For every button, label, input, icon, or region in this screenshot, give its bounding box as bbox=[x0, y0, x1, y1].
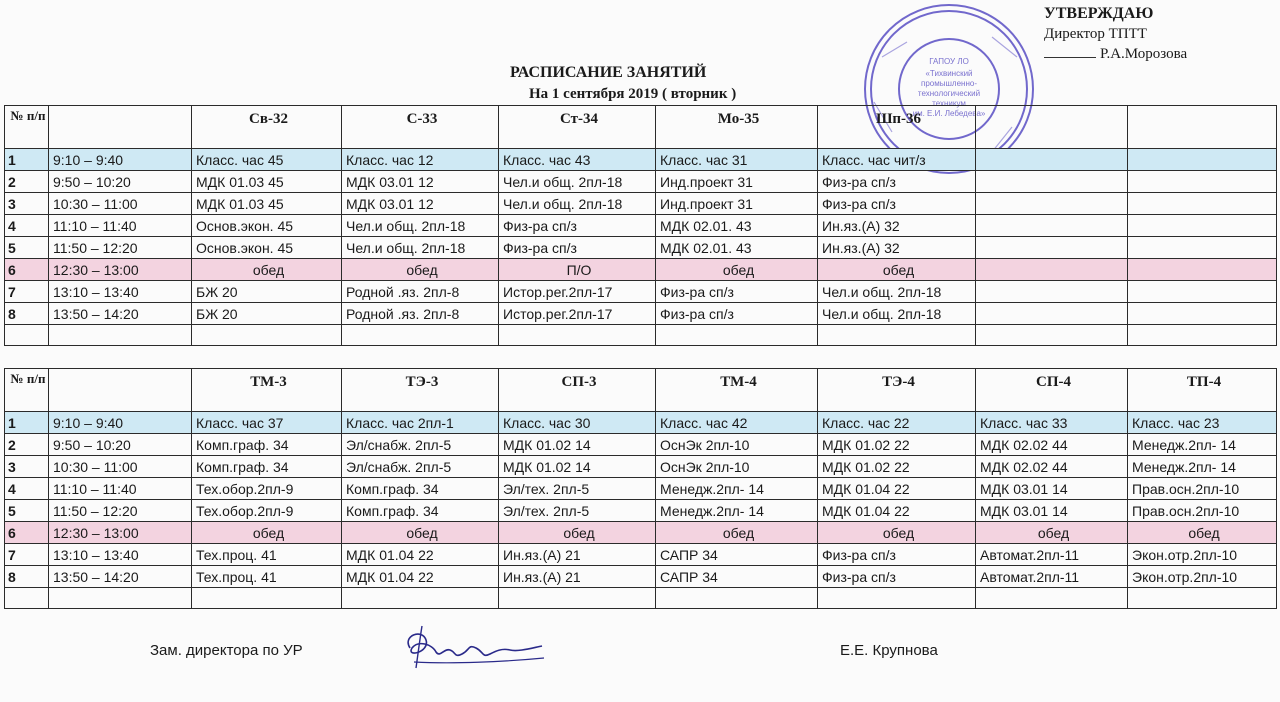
lesson-cell: ОснЭк 2пл-10 bbox=[656, 456, 818, 478]
lesson-cell: МДК 02.01. 43 bbox=[656, 215, 818, 237]
lesson-cell bbox=[1128, 237, 1277, 259]
lesson-number: 7 bbox=[5, 281, 49, 303]
lesson-cell: Истор.рег.2пл-17 bbox=[499, 281, 656, 303]
lesson-cell: Чел.и общ. 2пл-18 bbox=[818, 281, 976, 303]
header-cell bbox=[49, 106, 192, 149]
lesson-cell: Физ-ра сп/з bbox=[656, 303, 818, 325]
svg-text:им. Е.И. Лебедева»: им. Е.И. Лебедева» bbox=[912, 109, 986, 118]
table-row bbox=[5, 544, 1277, 566]
table-header-row bbox=[5, 369, 1277, 412]
page-subtitle: На 1 сентября 2019 ( вторник ) bbox=[529, 86, 737, 102]
table-row bbox=[5, 193, 1277, 215]
header-cell: С-33 bbox=[342, 106, 499, 149]
lesson-cell: Ин.яз.(А) 21 bbox=[499, 544, 656, 566]
lesson-cell: Истор.рег.2пл-17 bbox=[499, 303, 656, 325]
lesson-cell: Чел.и общ. 2пл-18 bbox=[818, 303, 976, 325]
lesson-cell: обед bbox=[192, 259, 342, 281]
lesson-cell: Физ-ра сп/з bbox=[499, 237, 656, 259]
table-row bbox=[5, 566, 1277, 588]
lesson-number: 1 bbox=[5, 149, 49, 171]
svg-text:ГАПОУ ЛО: ГАПОУ ЛО bbox=[929, 57, 969, 66]
lesson-cell: Прав.осн.2пл-10 bbox=[1128, 478, 1277, 500]
lesson-cell bbox=[976, 237, 1128, 259]
lesson-number: 8 bbox=[5, 566, 49, 588]
lesson-cell: МДК 01.02 22 bbox=[818, 434, 976, 456]
lesson-cell: обед bbox=[656, 259, 818, 281]
svg-text:техникум: техникум bbox=[932, 99, 966, 108]
lesson-cell: обед bbox=[342, 259, 499, 281]
lesson-cell bbox=[1128, 171, 1277, 193]
footer-name: Е.Е. Крупнова bbox=[840, 642, 938, 659]
table-row bbox=[5, 500, 1277, 522]
svg-text:промышленно-: промышленно- bbox=[921, 79, 977, 88]
lesson-cell: Ин.яз.(А) 32 bbox=[818, 237, 976, 259]
lesson-time: 10:30 – 11:00 bbox=[49, 456, 192, 478]
table-row bbox=[5, 237, 1277, 259]
lesson-cell: МДК 02.02 44 bbox=[976, 434, 1128, 456]
lesson-cell: Менедж.2пл- 14 bbox=[656, 478, 818, 500]
lesson-cell: Экон.отр.2пл-10 bbox=[1128, 544, 1277, 566]
header-cell: Ст-34 bbox=[499, 106, 656, 149]
lesson-number: 4 bbox=[5, 478, 49, 500]
lesson-cell bbox=[976, 193, 1128, 215]
lesson-cell: Эл/тех. 2пл-5 bbox=[499, 500, 656, 522]
lesson-cell bbox=[976, 303, 1128, 325]
lesson-cell bbox=[1128, 193, 1277, 215]
lesson-number: 5 bbox=[5, 237, 49, 259]
lesson-cell: Чел.и общ. 2пл-18 bbox=[499, 193, 656, 215]
lesson-time: 9:10 – 9:40 bbox=[49, 412, 192, 434]
lesson-time: 10:30 – 11:00 bbox=[49, 193, 192, 215]
lesson-cell: МДК 01.02 22 bbox=[818, 456, 976, 478]
lesson-cell: обед bbox=[1128, 522, 1277, 544]
lesson-cell: Основ.экон. 45 bbox=[192, 215, 342, 237]
lesson-cell: П/О bbox=[499, 259, 656, 281]
lesson-time: 13:50 – 14:20 bbox=[49, 566, 192, 588]
header-cell bbox=[976, 106, 1128, 149]
header-cell: ТЭ-4 bbox=[818, 369, 976, 412]
header-cell: № п/п bbox=[5, 369, 49, 412]
lesson-cell: Тех.проц. 41 bbox=[192, 566, 342, 588]
lesson-cell bbox=[976, 149, 1128, 171]
header-cell: ТМ-3 bbox=[192, 369, 342, 412]
page-title: РАСПИСАНИЕ ЗАНЯТИЙ bbox=[510, 64, 707, 81]
approval-position: Директор ТПТТ bbox=[1044, 26, 1147, 42]
lesson-cell: БЖ 20 bbox=[192, 303, 342, 325]
lesson-cell bbox=[976, 171, 1128, 193]
lesson-number: 6 bbox=[5, 259, 49, 281]
lesson-cell: Физ-ра сп/з bbox=[499, 215, 656, 237]
header-cell: ТЭ-3 bbox=[342, 369, 499, 412]
lesson-cell: Тех.обор.2пл-9 bbox=[192, 500, 342, 522]
lesson-cell bbox=[976, 215, 1128, 237]
lesson-cell: Менедж.2пл- 14 bbox=[656, 500, 818, 522]
header-cell: № п/п bbox=[5, 106, 49, 149]
lesson-cell: Класс. час 45 bbox=[192, 149, 342, 171]
lesson-cell: Тех.проц. 41 bbox=[192, 544, 342, 566]
lesson-cell: Автомат.2пл-11 bbox=[976, 544, 1128, 566]
table-row bbox=[5, 259, 1277, 281]
lesson-cell: Тех.обор.2пл-9 bbox=[192, 478, 342, 500]
lesson-cell: Эл/снабж. 2пл-5 bbox=[342, 456, 499, 478]
lesson-cell: обед bbox=[976, 522, 1128, 544]
lesson-number: 6 bbox=[5, 522, 49, 544]
spacer-row bbox=[5, 325, 1277, 346]
handwritten-signature bbox=[392, 618, 552, 674]
lesson-cell bbox=[1128, 303, 1277, 325]
lesson-cell bbox=[976, 259, 1128, 281]
lesson-cell: Комп.граф. 34 bbox=[192, 434, 342, 456]
lesson-cell: Класс. час чит/з bbox=[818, 149, 976, 171]
lesson-number: 5 bbox=[5, 500, 49, 522]
lesson-cell: МДК 01.03 45 bbox=[192, 171, 342, 193]
lesson-cell: Физ-ра сп/з bbox=[818, 544, 976, 566]
lesson-time: 12:30 – 13:00 bbox=[49, 259, 192, 281]
header-cell: ТМ-4 bbox=[656, 369, 818, 412]
lesson-cell: Прав.осн.2пл-10 bbox=[1128, 500, 1277, 522]
lesson-time: 13:10 – 13:40 bbox=[49, 544, 192, 566]
lesson-cell: МДК 01.04 22 bbox=[342, 566, 499, 588]
table-row bbox=[5, 171, 1277, 193]
header-cell bbox=[1128, 106, 1277, 149]
lesson-cell: ОснЭк 2пл-10 bbox=[656, 434, 818, 456]
lesson-time: 11:10 – 11:40 bbox=[49, 215, 192, 237]
lesson-cell: МДК 03.01 14 bbox=[976, 500, 1128, 522]
lesson-cell: Класс. час 22 bbox=[818, 412, 976, 434]
lesson-cell: МДК 03.01 12 bbox=[342, 171, 499, 193]
lesson-cell: МДК 02.02 44 bbox=[976, 456, 1128, 478]
lesson-cell: обед bbox=[342, 522, 499, 544]
table-row bbox=[5, 478, 1277, 500]
lesson-cell: МДК 01.04 22 bbox=[818, 478, 976, 500]
lesson-number: 2 bbox=[5, 171, 49, 193]
approval-title: УТВЕРЖДАЮ bbox=[1044, 5, 1154, 22]
lesson-number: 4 bbox=[5, 215, 49, 237]
table-row bbox=[5, 456, 1277, 478]
header-cell: СП-3 bbox=[499, 369, 656, 412]
lesson-cell: МДК 01.02 14 bbox=[499, 434, 656, 456]
svg-text:технологический: технологический bbox=[917, 89, 981, 98]
lesson-cell: Комп.граф. 34 bbox=[192, 456, 342, 478]
lesson-cell bbox=[976, 281, 1128, 303]
lesson-cell: Ин.яз.(А) 32 bbox=[818, 215, 976, 237]
lesson-cell: Экон.отр.2пл-10 bbox=[1128, 566, 1277, 588]
approval-signatory bbox=[1044, 44, 1187, 64]
lesson-cell: Физ-ра сп/з bbox=[818, 171, 976, 193]
table-row bbox=[5, 215, 1277, 237]
signature-line bbox=[1044, 57, 1096, 58]
lesson-cell: САПР 34 bbox=[656, 544, 818, 566]
approval-name: Р.А.Морозова bbox=[1100, 46, 1188, 62]
table-row bbox=[5, 522, 1277, 544]
lesson-cell: Комп.граф. 34 bbox=[342, 500, 499, 522]
lesson-cell: обед bbox=[192, 522, 342, 544]
table-row bbox=[5, 149, 1277, 171]
lesson-cell: МДК 01.03 45 bbox=[192, 193, 342, 215]
header-cell: Св-32 bbox=[192, 106, 342, 149]
svg-text:«Тихвинский: «Тихвинский bbox=[925, 69, 973, 78]
lesson-cell: обед bbox=[656, 522, 818, 544]
lesson-cell: Чел.и общ. 2пл-18 bbox=[342, 215, 499, 237]
table-row bbox=[5, 412, 1277, 434]
lesson-cell: Класс. час 37 bbox=[192, 412, 342, 434]
lesson-cell: МДК 02.01. 43 bbox=[656, 237, 818, 259]
lesson-cell: Класс. час 12 bbox=[342, 149, 499, 171]
lesson-time: 13:10 – 13:40 bbox=[49, 281, 192, 303]
lesson-cell: Класс. час 2пл-1 bbox=[342, 412, 499, 434]
lesson-cell: МДК 03.01 12 bbox=[342, 193, 499, 215]
lesson-number: 1 bbox=[5, 412, 49, 434]
lesson-cell: МДК 03.01 14 bbox=[976, 478, 1128, 500]
lesson-cell: Менедж.2пл- 14 bbox=[1128, 434, 1277, 456]
lesson-cell: Менедж.2пл- 14 bbox=[1128, 456, 1277, 478]
lesson-time: 9:50 – 10:20 bbox=[49, 171, 192, 193]
lesson-time: 13:50 – 14:20 bbox=[49, 303, 192, 325]
lesson-cell: САПР 34 bbox=[656, 566, 818, 588]
lesson-cell: Ин.яз.(А) 21 bbox=[499, 566, 656, 588]
lesson-cell: Класс. час 30 bbox=[499, 412, 656, 434]
lesson-cell: Родной .яз. 2пл-8 bbox=[342, 281, 499, 303]
lesson-number: 2 bbox=[5, 434, 49, 456]
lesson-time: 11:10 – 11:40 bbox=[49, 478, 192, 500]
lesson-cell: Физ-ра сп/з bbox=[818, 566, 976, 588]
lesson-cell bbox=[1128, 215, 1277, 237]
lesson-cell: МДК 01.04 22 bbox=[342, 544, 499, 566]
lesson-cell: МДК 01.04 22 bbox=[818, 500, 976, 522]
lesson-cell: Физ-ра сп/з bbox=[818, 193, 976, 215]
schedule-table-2 bbox=[4, 368, 1277, 609]
table-row bbox=[5, 281, 1277, 303]
lesson-number: 3 bbox=[5, 456, 49, 478]
approval-block bbox=[1044, 4, 1187, 64]
table-row bbox=[5, 434, 1277, 456]
lesson-time: 12:30 – 13:00 bbox=[49, 522, 192, 544]
lesson-number: 7 bbox=[5, 544, 49, 566]
footer-position: Зам. директора по УР bbox=[150, 642, 303, 659]
header-cell bbox=[49, 369, 192, 412]
lesson-cell: обед bbox=[499, 522, 656, 544]
header-cell: ТП-4 bbox=[1128, 369, 1277, 412]
lesson-cell: Инд.проект 31 bbox=[656, 193, 818, 215]
lesson-cell: Инд.проект 31 bbox=[656, 171, 818, 193]
lesson-number: 3 bbox=[5, 193, 49, 215]
lesson-cell: обед bbox=[818, 259, 976, 281]
lesson-cell bbox=[1128, 259, 1277, 281]
lesson-cell: Класс. час 23 bbox=[1128, 412, 1277, 434]
schedule-table-1 bbox=[4, 105, 1277, 346]
lesson-cell: Чел.и общ. 2пл-18 bbox=[499, 171, 656, 193]
lesson-time: 9:50 – 10:20 bbox=[49, 434, 192, 456]
lesson-cell: МДК 01.02 14 bbox=[499, 456, 656, 478]
lesson-cell: Класс. час 43 bbox=[499, 149, 656, 171]
table-row bbox=[5, 303, 1277, 325]
lesson-cell: Комп.граф. 34 bbox=[342, 478, 499, 500]
lesson-cell: Класс. час 42 bbox=[656, 412, 818, 434]
lesson-cell: Родной .яз. 2пл-8 bbox=[342, 303, 499, 325]
lesson-cell bbox=[1128, 281, 1277, 303]
lesson-cell: обед bbox=[818, 522, 976, 544]
spacer-row bbox=[5, 588, 1277, 609]
lesson-cell: Класс. час 33 bbox=[976, 412, 1128, 434]
lesson-cell: БЖ 20 bbox=[192, 281, 342, 303]
lesson-time: 9:10 – 9:40 bbox=[49, 149, 192, 171]
lesson-cell: Эл/тех. 2пл-5 bbox=[499, 478, 656, 500]
header-cell: СП-4 bbox=[976, 369, 1128, 412]
lesson-number: 8 bbox=[5, 303, 49, 325]
lesson-cell: Эл/снабж. 2пл-5 bbox=[342, 434, 499, 456]
lesson-cell: Чел.и общ. 2пл-18 bbox=[342, 237, 499, 259]
header-cell: Шп-36 bbox=[818, 106, 976, 149]
table-header-row bbox=[5, 106, 1277, 149]
lesson-cell: Автомат.2пл-11 bbox=[976, 566, 1128, 588]
lesson-time: 11:50 – 12:20 bbox=[49, 237, 192, 259]
header-cell: Мо-35 bbox=[656, 106, 818, 149]
lesson-cell: Класс. час 31 bbox=[656, 149, 818, 171]
lesson-time: 11:50 – 12:20 bbox=[49, 500, 192, 522]
lesson-cell: Физ-ра сп/з bbox=[656, 281, 818, 303]
lesson-cell bbox=[1128, 149, 1277, 171]
lesson-cell: Основ.экон. 45 bbox=[192, 237, 342, 259]
